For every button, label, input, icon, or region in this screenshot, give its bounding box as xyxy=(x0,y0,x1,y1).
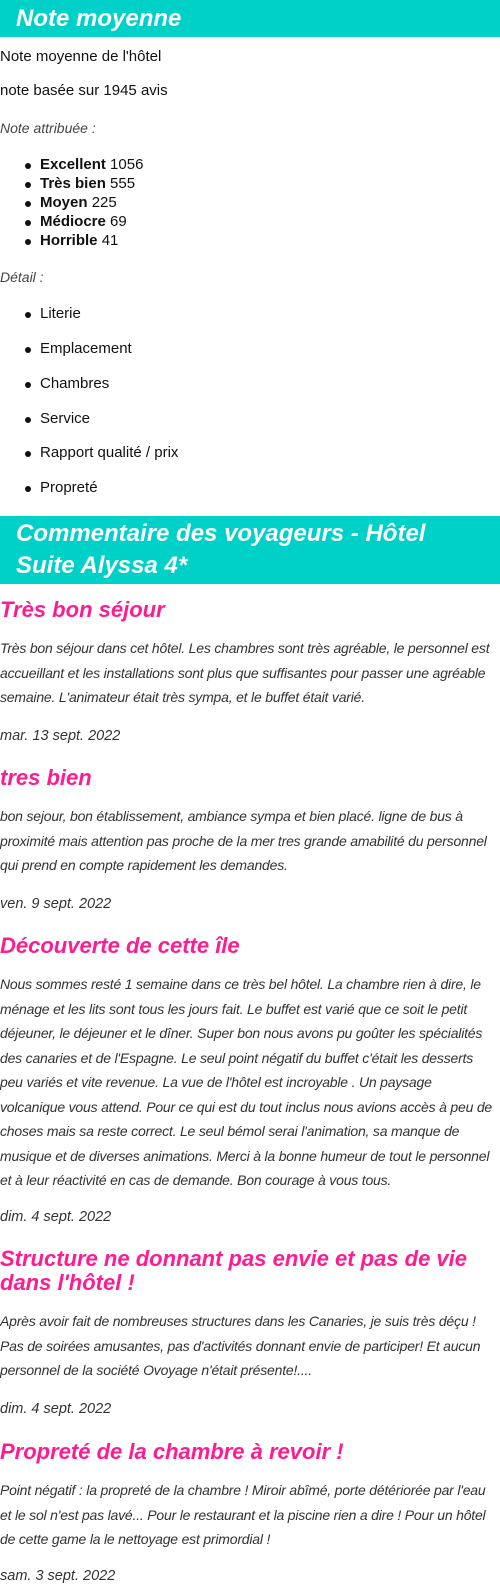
review-date: ven. 9 sept. 2022 xyxy=(0,896,112,912)
review-date: mar. 13 sept. 2022 xyxy=(0,728,121,744)
review-date: dim. 4 sept. 2022 xyxy=(0,1401,112,1417)
review-date: sam. 3 sept. 2022 xyxy=(0,1568,116,1584)
detail-item: Rapport qualité / prix xyxy=(40,444,179,461)
review-text: Point négatif : la propreté de la chambre ! Miroir abîmé, porte détériorée par l'eau et le sol n'est pas lavé... Pour le restaurant et la piscine rien a dire ! Pour un hôtel de cette game la le nettoyage est primordial ! xyxy=(0,1482,486,1547)
detail-item: Propreté xyxy=(40,479,98,496)
review-text: bon sejour, bon établissement, ambiance sympa et bien placé. ligne de bus à proximité mais attention pas proche de la mer tres grande amabilité du personnel qui prend en compte rapidement les demandes. xyxy=(0,808,487,873)
rating-tres-bien: Très bien 555 xyxy=(40,175,136,192)
review-text: Très bon séjour dans cet hôtel. Les chambres sont très agréable, le personnel est accueillant et les installations sont plus que suffisantes pour passer une agréable semaine. L'animateur était très sympa, et le buffet était varié. xyxy=(0,640,490,705)
detail-label: Détail : xyxy=(0,269,44,285)
rating-excellent: Excellent 1056 xyxy=(40,156,144,173)
average-rating-title: Note moyenne de l'hôtel xyxy=(0,48,162,65)
rating-horrible: Horrible 41 xyxy=(40,232,119,249)
detail-item: Chambres xyxy=(40,375,110,392)
detail-item: Emplacement xyxy=(40,340,132,357)
detail-item: Literie xyxy=(40,305,81,322)
rating-moyen: Moyen 225 xyxy=(40,194,117,211)
reviews-count: note basée sur 1945 avis xyxy=(0,82,168,99)
review-text: Nous sommes resté 1 semaine dans ce très bel hôtel. La chambre rien à dire, le ménage et les lits sont tous les jours fait. Le buffet est varié que ce soit le petit déjeuner, le déjeuner et le dîner. Super bon nous avons pu goûter les spécialités des canaries et de l'Espagne. Le seul point négatif du buffet c'était les desserts peu variés et vite revenue. La vue de l'hôtel est incroyable . Un paysage volcanique vous attend. Pour ce qui est du tout inclus nous avions accès à peu de choses mais sa reste correct. Le seul bémol serai l'animation, sa manque de musique et de diverses animations. Merci à la bonne humeur de tout le personnel et à leur réactivité en cas de demande. Bon courage à vous tous. xyxy=(0,976,493,1188)
review-text: Après avoir fait de nombreuses structures dans les Canaries, je suis très déçu ! Pas de soirées amusantes, pas d'activités donnant envie de participer! Et aucun personnel de la société Ovoyage n'était présente!.... xyxy=(0,1313,481,1378)
review-title: Découverte de cette île xyxy=(0,933,240,958)
review-title: Structure ne donnant pas envie et pas de vie dans l'hôtel ! xyxy=(0,1246,468,1295)
average-rating-header: Note moyenne xyxy=(0,0,500,37)
review-title: Très bon séjour xyxy=(0,597,165,622)
review-title: tres bien xyxy=(0,765,92,790)
detail-item: Service xyxy=(40,410,91,427)
reviews-header: Commentaire des voyageurs - Hôtel Suite Alyssa 4* xyxy=(0,516,500,584)
ratings-label: Note attribuée : xyxy=(0,120,96,136)
review-title: Propreté de la chambre à revoir ! xyxy=(0,1439,344,1464)
rating-mediocre: Médiocre 69 xyxy=(40,213,127,230)
review-date: dim. 4 sept. 2022 xyxy=(0,1209,112,1225)
